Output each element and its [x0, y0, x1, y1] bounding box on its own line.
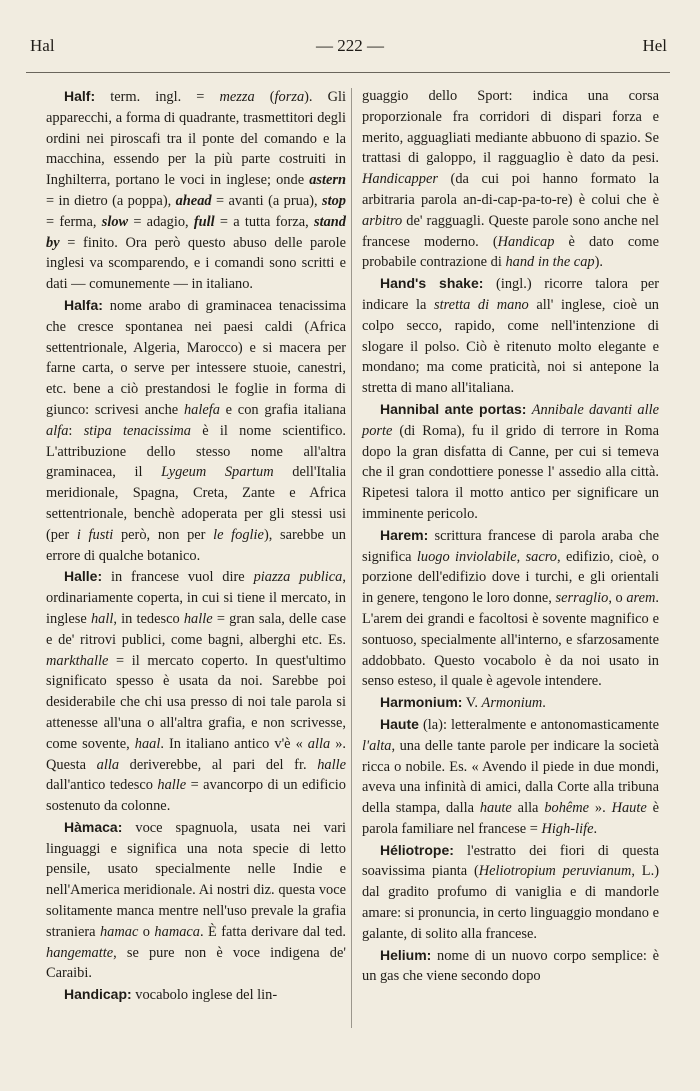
entry-text: luogo inviolabile	[416, 548, 517, 565]
entry-text: hand in the cap	[505, 254, 595, 271]
entry-text: de' ragguagli. Queste parole sono anche nel francese moderno. (	[362, 212, 659, 250]
entry-text: arem	[626, 590, 656, 607]
entry-text: mezza	[219, 89, 255, 105]
entry-text: nome arabo di graminacea tenacissima che cresce spontanea nei paesi caldi (Africa settentrionale, Algeria, Marocco) e si macera per farne carta, o serve per intessere stuoie, canestri, etc. bene a ciò prestandosi le foglie in forma di giunco: scrivesi anche	[46, 297, 346, 418]
entry-text: haal	[134, 735, 161, 752]
entry-text: è il nome scientifico. L'attribuzione dello stesso nome all'altra graminacea, il	[46, 422, 346, 481]
entry-text: . È fatta derivare dal ted.	[199, 923, 346, 940]
entry-text: l'alta	[362, 737, 392, 754]
entry-text: i fusti	[76, 526, 114, 543]
entry-text: halle	[183, 610, 213, 627]
dictionary-entry	[362, 840, 659, 945]
entry-text: piazza publica	[253, 569, 343, 586]
entry-text: hall	[90, 610, 114, 627]
entry-text: term. ingl. =	[95, 89, 220, 105]
entry-text: deriverebbe, al pari del fr.	[119, 756, 318, 773]
entry-text: (ingl.) ricorre talora per indicare la	[362, 276, 659, 313]
entry-headword: Héliotrope:	[380, 841, 454, 858]
entry-text: ».	[589, 800, 612, 817]
entry-text: sacro	[525, 548, 558, 565]
entry-text: hamaca	[154, 923, 200, 940]
entry-text: .	[542, 695, 546, 712]
dictionary-entry	[362, 945, 659, 988]
entry-text: stipa tenacissima	[83, 422, 191, 439]
entry-headword: Harmonium:	[380, 694, 463, 711]
entry-text: = avanti (a prua),	[211, 192, 322, 209]
entry-text: guaggio dello Sport: indica una corsa proporzionale fra corridori di dispari forza e merito, agguagliati mediante abbuono di spazio. Se trattasi di galoppo, il ragguaglio è dato da pesi.	[362, 88, 659, 167]
entry-text: Heliotropium peruvianum	[478, 863, 632, 880]
entry-text: stretta di mano	[434, 296, 529, 313]
entry-text: e con grafia italiana	[219, 401, 346, 418]
entry-text: alfa	[46, 422, 69, 439]
entry-text: Annibale davanti alle porte	[362, 401, 659, 439]
entry-text: però, non per	[113, 526, 214, 543]
entry-text: V.	[462, 695, 482, 712]
entry-text: Haute	[611, 800, 647, 817]
entry-text: = ferma,	[46, 213, 102, 230]
entry-text: , una delle tante parole per indicare la società ricca o nobile. Es. « Avendo il piede in due mondi, aveva una infinità di amici, dalla Corte alla tribuna della stampa, dalla	[362, 737, 659, 817]
column-divider	[351, 88, 352, 1028]
dictionary-entry	[46, 984, 346, 1006]
entry-text: slow	[101, 213, 129, 230]
entry-headword: Halfa:	[64, 296, 103, 313]
entry-headword: Halle:	[64, 568, 103, 585]
entry-text: full	[193, 213, 215, 230]
entry-text: in francese vuol dire	[102, 569, 254, 586]
left-column	[46, 86, 346, 1006]
entry-text: = adagio,	[128, 213, 194, 230]
entry-text: , ordinariamente coperta, in cui si tiene il mercato, in inglese	[46, 569, 346, 627]
entry-text: o	[138, 923, 155, 940]
entry-headword: Helium:	[380, 946, 432, 963]
entry-text: haute	[479, 800, 512, 817]
dictionary-entry	[362, 86, 659, 273]
entry-headword: Haute	[380, 715, 419, 732]
entry-text: = avancorpo di un edificio sostenuto da colonne.	[46, 777, 346, 815]
dictionary-entry	[362, 714, 659, 840]
entry-text: le foglie	[213, 526, 264, 543]
entry-text: .	[593, 820, 598, 837]
entry-text: Handicapper	[362, 171, 438, 188]
entry-text: , in tedesco	[113, 610, 184, 627]
entry-text: halle	[157, 777, 187, 794]
entry-text: = in dietro (a poppa),	[46, 192, 176, 209]
running-head-right: Hel	[642, 36, 667, 55]
entry-text: , o	[608, 590, 627, 607]
entry-text: alla	[307, 735, 331, 752]
entry-text: . In italiano antico v'è «	[160, 735, 308, 752]
entry-text: voce spagnuola, usata nei vari linguaggi e significa una nota specie di letto pensile, usato specialmente nelle Indie e nell'America meridionale. Ai nostri diz. questa voce solitamente manca mentre nell'uso prevale la grafia straniera	[46, 819, 346, 940]
entry-text: = finito. Ora però questo abuso delle parole inglesi va scomparendo, e i comandi sono scritti e dati — comunemente — in italiano.	[46, 234, 346, 293]
entry-text: Handicap	[497, 233, 555, 250]
entry-text: High-life	[541, 820, 594, 837]
entry-text: dall'antico tedesco	[46, 777, 158, 794]
page-header	[0, 36, 700, 60]
entry-text: arbitro	[362, 212, 403, 229]
page-number: — 222 —	[316, 36, 384, 55]
entry-text: alla	[96, 756, 120, 773]
dictionary-entry	[362, 273, 659, 399]
entry-text: all' inglese, cioè un colpo secco, rapido, come nell'intenzione di slogare il polso. Ciò è ritenuto molto elegante e mondano; ma come praticità, noi si antepone la stretta di mano all'italiana.	[362, 296, 659, 397]
entry-text: Lygeum Spartum	[161, 464, 274, 481]
dictionary-entry	[46, 86, 346, 295]
dictionary-entry	[362, 525, 659, 692]
running-head-left: Hal	[30, 36, 55, 55]
entry-text: (la): letteralmente e antonomasticamente	[418, 716, 659, 733]
entry-headword: Handicap:	[64, 986, 132, 1003]
entry-text: (di Roma), fu il grido di terrore in Roma dopo la gran disfatta di Canne, per cui si temeva che il gran condottiere ponesse l' assedio alla città. Ripetesi talora il motto antico per significare un imminente pericolo.	[362, 422, 659, 522]
entry-text: è dato come probabile contrazione di	[362, 233, 660, 271]
entry-text: , se pure non è voce indigena de' Caraibi.	[46, 944, 346, 982]
entry-text: halle	[317, 756, 346, 773]
entry-headword: Harem:	[380, 526, 429, 543]
entry-text: = il mercato coperto. In quest'ultimo significato spesso è usata da noi. Sarebbe poi desiderabile che chi usa presso di noi tale parola si attenesse all'una o all'altra grafia, e non scrivesse, come sovente,	[46, 652, 346, 752]
dictionary-entry	[46, 566, 346, 817]
entry-text: ), sarebbe un errore di qualche botanico.	[46, 526, 346, 564]
entry-text: è parola familiare nel francese =	[362, 800, 659, 837]
dictionary-entry	[362, 692, 659, 714]
dictionary-entry	[46, 295, 346, 566]
entry-text: , edifizio, cioè, o porzione dell'edifizio dove i turchi, e gli orientali in genere, tengono le loro donne,	[362, 548, 659, 607]
entry-text: serraglio	[555, 590, 609, 607]
entry-text: hangematte	[46, 944, 114, 961]
entry-text: markthalle	[46, 652, 109, 669]
entry-headword: Hannibal ante portas:	[380, 400, 527, 417]
dictionary-entry	[362, 399, 659, 525]
entry-text: = a tutta forza,	[214, 213, 314, 230]
entry-text: (	[254, 89, 275, 105]
entry-text: , L.) dal gradito profumo di vaniglia e di mandorle amare: si pronuncia, in certo linguaggio mondano e galante, di solito alla francese.	[362, 863, 659, 942]
entry-text: ).	[594, 254, 603, 271]
entry-headword: Half:	[64, 88, 96, 104]
entry-text: ». Questa	[46, 735, 347, 773]
entry-text: = gran sala, delle case e de' ritrovi publici, come bagni, alberghi etc. Es.	[46, 610, 346, 648]
entry-text: astern	[309, 172, 346, 189]
dictionary-entry	[46, 817, 346, 984]
entry-text: vocabolo inglese del lin-	[131, 987, 278, 1004]
entry-text: ,	[516, 548, 526, 565]
entry-headword: Hàmaca:	[64, 818, 123, 835]
entry-text: stop	[322, 192, 346, 209]
entry-text: l'estratto dei fiori di questa soavissima pianta (	[362, 842, 659, 880]
entry-text: ahead	[175, 192, 212, 209]
entry-text: stand by	[46, 213, 346, 251]
entry-text: nome di un nuovo corpo semplice: è un gas che viene secondo dopo	[362, 947, 659, 985]
header-rule	[26, 72, 670, 73]
right-column	[362, 86, 659, 987]
entry-text: forza	[274, 89, 305, 105]
entry-text: halefa	[183, 401, 220, 418]
entry-text: hamac	[99, 923, 139, 940]
entry-text: (da cui poi hanno formato la arbitraria parola an-di-cap-pa-to-re) è colui che è	[362, 171, 659, 208]
entry-text: dell'Italia meridionale, Spagna, Creta, Zante e Africa settentrionale, benchè adoperata per gli stessi usi (per	[46, 464, 346, 543]
entry-headword: Hand's shake:	[380, 275, 484, 292]
entry-text: ). Gli apparecchi, a forma di quadrante, trasmettitori degli ordini nei piroscafi tra il ponte del comando e la macchina, essendo per la più parte costruiti in Inghilterra, portano le voci in inglese; onde	[46, 89, 346, 189]
entry-text: scrittura francese di parola araba che significa	[362, 527, 659, 565]
entry-text: Armonium	[481, 695, 543, 712]
entry-text: alla	[511, 800, 545, 817]
entry-text: bohême	[544, 800, 590, 817]
entry-text: :	[68, 422, 84, 439]
entry-text: . L'arem dei grandi e facoltosi è sovente magnifico e sontuoso, specialmente all'interno, e sfarzosamente addobbato. Questo vocabolo è da noi usato in senso esteso, il quale è agevole intendere.	[362, 590, 659, 690]
